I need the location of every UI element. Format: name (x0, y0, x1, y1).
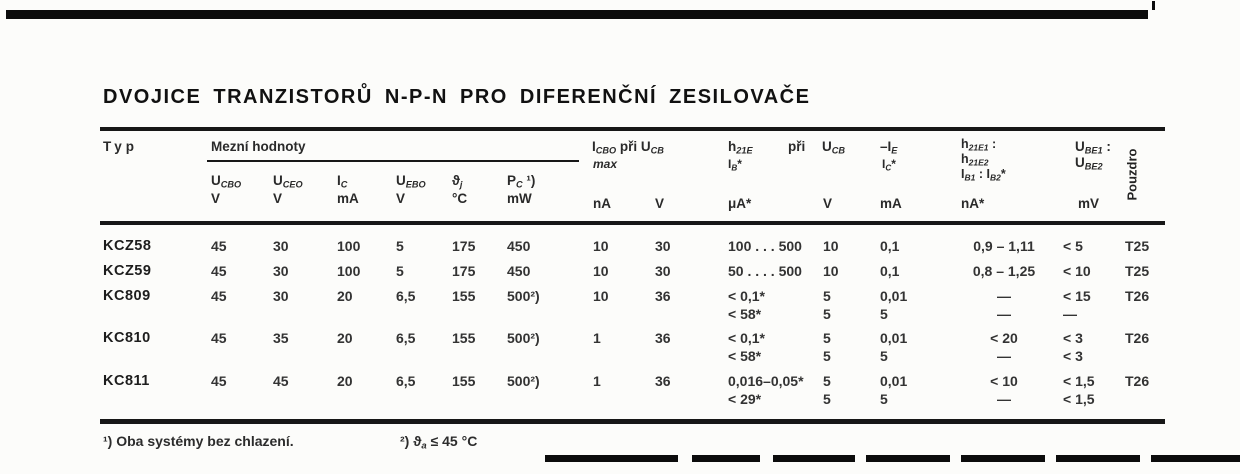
unit-cell: V (823, 196, 833, 211)
table-cell: 0,01 (880, 373, 908, 389)
limit-col-symbol: PC ¹) (507, 173, 536, 190)
column-header-ube-line2: UBE2 (1075, 155, 1103, 172)
row-type-name: KCZ59 (103, 263, 152, 279)
table-cell: < 3 (1063, 348, 1083, 364)
table-cell: 10 (593, 238, 609, 254)
table-cell: 175 (452, 263, 476, 279)
footnote-2: ²) ϑa ≤ 45 °C (400, 433, 478, 452)
table-cell: 5 (880, 391, 888, 407)
scan-artifact-dash (1056, 455, 1140, 462)
unit-cell: mA (880, 196, 902, 211)
limit-col-symbol: UEBO (396, 173, 426, 190)
table-cell: 10 (593, 288, 609, 304)
package-cell: T25 (1125, 238, 1150, 254)
table-cell: 45 (211, 238, 227, 254)
table-cell: 6,5 (396, 330, 416, 346)
scan-artifact-dash (961, 455, 1045, 462)
column-header-ube-line1: UBE1 : (1075, 139, 1111, 156)
table-cell: 5 (396, 263, 404, 279)
column-header-pri: při (788, 139, 806, 154)
unit-cell: μA* (728, 196, 752, 211)
limit-col-symbol: ϑj (452, 173, 463, 190)
unit-cell: mV (1078, 196, 1100, 211)
table-cell: 36 (655, 330, 671, 346)
table-cell: 45 (211, 288, 227, 304)
group-header-limits: Mezní hodnoty (211, 139, 306, 154)
table-cell: 45 (273, 373, 289, 389)
column-header-pouzdro: Pouzdro (1124, 148, 1140, 201)
footnote-1: ¹) Oba systémy bez chlazení. (103, 433, 294, 449)
table-cell: 30 (655, 238, 671, 254)
table-cell: — (997, 306, 1011, 322)
table-cell: 1 (593, 330, 601, 346)
table-top-rule (100, 127, 1165, 131)
table-cell: 36 (655, 373, 671, 389)
table-cell: 20 (337, 373, 353, 389)
limits-underline (207, 160, 579, 162)
scan-artifact-dash (545, 455, 678, 462)
column-header-icbo: ICBO při UCB (592, 139, 664, 156)
table-cell: — (997, 391, 1011, 407)
table-cell: 1 (593, 373, 601, 389)
table-cell: 0,01 (880, 288, 908, 304)
table-cell: 5 (823, 348, 831, 364)
table-cell: 5 (823, 391, 831, 407)
table-cell: 10 (823, 263, 839, 279)
table-cell: 20 (337, 288, 353, 304)
table-cell: 5 (880, 348, 888, 364)
column-header-h21e-ib: IB* (728, 157, 742, 173)
table-cell: 6,5 (396, 373, 416, 389)
limit-col-unit: mA (337, 191, 359, 206)
table-cell: 30 (273, 263, 289, 279)
column-header-ratio-line3: IB1 : IB2* (961, 167, 1006, 183)
table-cell: < 0,1* (728, 330, 765, 346)
scan-artifact-top-bar (6, 10, 1148, 19)
column-header-ic: IC* (882, 157, 896, 173)
table-cell: 450 (507, 238, 531, 254)
package-cell: T26 (1125, 373, 1150, 389)
table-cell: 0,1 (880, 263, 900, 279)
unit-cell: nA* (961, 196, 985, 211)
table-cell: 35 (273, 330, 289, 346)
table-cell: 0,016–0,05* (728, 373, 804, 389)
table-cell: 100 (337, 263, 361, 279)
table-cell: 45 (211, 263, 227, 279)
scan-artifact-dash (692, 455, 760, 462)
table-cell: < 20 (990, 330, 1018, 346)
unit-cell: V (655, 196, 665, 211)
table-cell: 500²) (507, 373, 540, 389)
limit-col-unit: V (211, 191, 221, 206)
table-cell: — (1063, 306, 1077, 322)
table-cell: < 1,5 (1063, 391, 1095, 407)
table-cell: 30 (273, 288, 289, 304)
table-cell: — (997, 348, 1011, 364)
column-header-typ: Typ (103, 139, 138, 154)
page-title: DVOJICE TRANZISTORŮ N-P-N PRO DIFERENČNÍ ZESILOVAČE (103, 86, 811, 108)
table-cell: 5 (823, 306, 831, 322)
limit-col-symbol: UCBO (211, 173, 242, 190)
column-header-ratio-line2: h21E2 (961, 152, 989, 168)
table-cell: < 10 (990, 373, 1018, 389)
table-cell: 45 (211, 330, 227, 346)
table-cell: 155 (452, 373, 476, 389)
table-cell: < 15 (1063, 288, 1091, 304)
table-cell: < 1,5 (1063, 373, 1095, 389)
limit-col-symbol: UCEO (273, 173, 303, 190)
column-header-minus-ie: –IE (880, 139, 898, 156)
scan-artifact-dash (1151, 455, 1240, 462)
table-cell: 20 (337, 330, 353, 346)
table-cell: 155 (452, 330, 476, 346)
column-header-icbo-max: max (593, 157, 618, 171)
row-type-name: KC811 (103, 373, 150, 389)
table-cell: 155 (452, 288, 476, 304)
table-cell: 5 (823, 330, 831, 346)
table-cell: < 29* (728, 391, 762, 407)
table-cell: 100 . . . 500 (728, 238, 802, 254)
table-cell: < 3 (1063, 330, 1083, 346)
table-cell: 30 (273, 238, 289, 254)
limit-col-unit: mW (507, 191, 532, 206)
limit-col-unit: V (273, 191, 283, 206)
package-cell: T26 (1125, 330, 1150, 346)
row-type-name: KC810 (103, 330, 151, 346)
table-cell: 175 (452, 238, 476, 254)
limit-col-unit: V (396, 191, 406, 206)
table-cell: 450 (507, 263, 531, 279)
table-cell: < 10 (1063, 263, 1091, 279)
table-cell: 5 (880, 306, 888, 322)
scan-artifact-dash (866, 455, 950, 462)
scan-artifact-dash (773, 455, 855, 462)
table-cell: < 0,1* (728, 288, 765, 304)
table-cell: < 58* (728, 306, 762, 322)
limit-col-symbol: IC (337, 173, 348, 190)
table-cell: 0,8 – 1,25 (972, 263, 1036, 279)
package-cell: T25 (1125, 263, 1150, 279)
table-cell: 6,5 (396, 288, 416, 304)
column-header-h21e: h21E (728, 139, 753, 156)
table-cell: 30 (655, 263, 671, 279)
table-cell: 0,9 – 1,11 (973, 238, 1035, 254)
table-cell: 50 . . . . 500 (728, 263, 802, 279)
table-cell: 500²) (507, 330, 540, 346)
header-bottom-rule (100, 221, 1165, 225)
scan-artifact-tick (1152, 1, 1155, 10)
table-cell: < 5 (1063, 238, 1083, 254)
table-cell: 36 (655, 288, 671, 304)
table-cell: < 58* (728, 348, 762, 364)
table-cell: 10 (593, 263, 609, 279)
table-cell: 0,01 (880, 330, 908, 346)
table-cell: 100 (337, 238, 361, 254)
table-cell: 45 (211, 373, 227, 389)
table-cell: 10 (823, 238, 839, 254)
limit-col-unit: °C (452, 191, 468, 206)
table-cell: 500²) (507, 288, 540, 304)
table-cell: 5 (396, 238, 404, 254)
table-cell: — (997, 288, 1011, 304)
column-header-ratio-line1: h21E1 : (961, 137, 997, 153)
column-header-ucb: UCB (822, 139, 845, 156)
package-cell: T26 (1125, 288, 1150, 304)
table-cell: 5 (823, 373, 831, 389)
row-type-name: KC809 (103, 288, 151, 304)
table-bottom-rule (100, 419, 1165, 424)
unit-cell: nA (593, 196, 611, 211)
table-cell: 0,1 (880, 238, 900, 254)
row-type-name: KCZ58 (103, 238, 152, 254)
table-cell: 5 (823, 288, 831, 304)
